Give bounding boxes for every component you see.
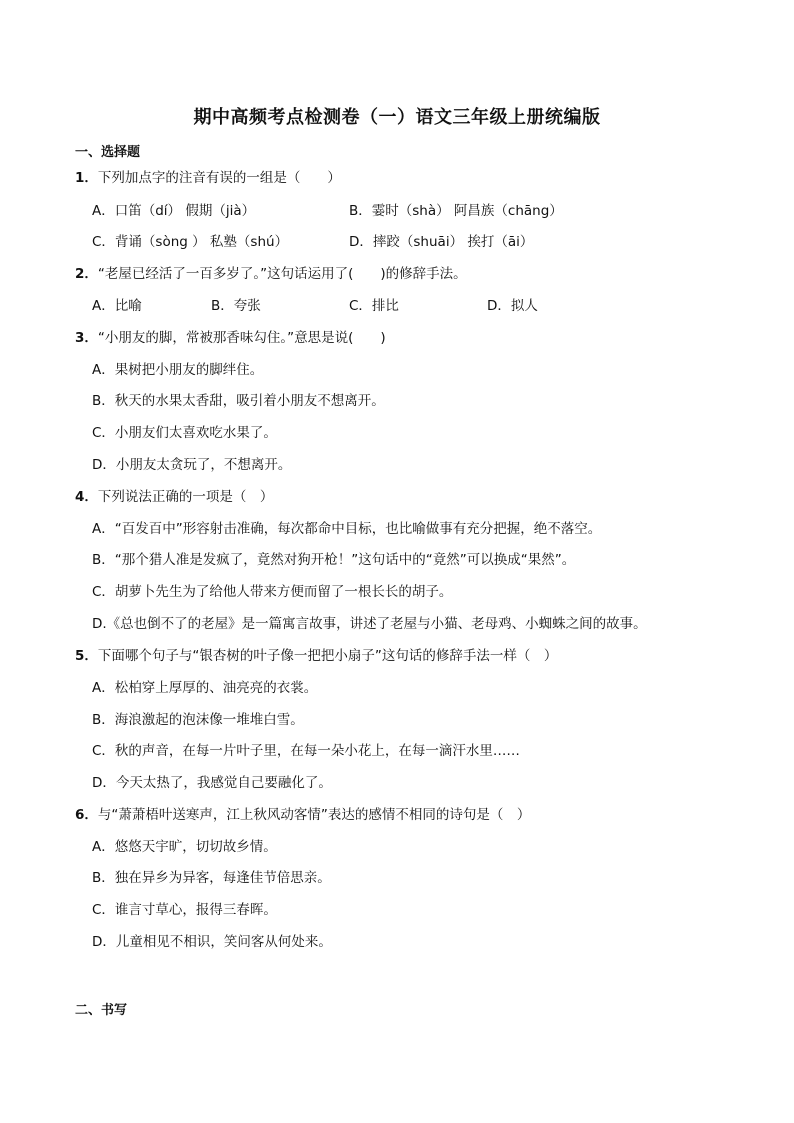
question-3-option-c: C．小朋友们太喜欢吃水果了。 — [92, 425, 277, 441]
question-number: 5． — [75, 648, 98, 664]
question-number: 6． — [75, 807, 98, 823]
question-text: “老屋已经活了一百多岁了。”这句话运用了( )的修辞手法。 — [97, 266, 467, 282]
question-4-option-a: A．“百发百中”形容射击准确，每次都命中目标，也比喻做事有充分把握，绝不落空。 — [92, 521, 602, 537]
question-text: 下列加点字的注音有误的一组是（ ） — [97, 170, 341, 186]
question-text: 下列说法正确的一项是（ ） — [97, 489, 274, 505]
section-heading-writing: 二、书写 — [75, 1003, 128, 1018]
question-1-option-b: B．霎时（shà） 阿昌族（chāng） — [349, 203, 563, 219]
question-2-option-d: D．拟人 — [487, 298, 538, 314]
question-2-option-a: A．比喻 — [92, 298, 142, 314]
document-title: 期中高频考点检测卷（一）语文三年级上册统编版 — [193, 107, 601, 128]
question-number: 1． — [75, 170, 98, 186]
question-6-option-b: B．独在异乡为异客，每逢佳节倍思亲。 — [92, 870, 331, 886]
question-5-stem — [75, 644, 557, 664]
question-number: 4． — [75, 489, 98, 505]
question-5-option-c: C．秋的声音，在每一片叶子里，在每一朵小花上，在每一滴汗水里…… — [92, 743, 520, 759]
question-6-option-d: D．儿童相见不相识，笑问客从何处来。 — [92, 934, 332, 950]
question-6-option-c: C．谁言寸草心，报得三春晖。 — [92, 902, 277, 918]
question-number: 2． — [75, 266, 98, 282]
question-3-stem — [75, 326, 386, 346]
question-3-option-b: B．秋天的水果太香甜，吸引着小朋友不想离开。 — [92, 393, 385, 409]
question-3-option-a: A．果树把小朋友的脚绊住。 — [92, 362, 264, 378]
question-5-option-d: D．今天太热了，我感觉自己要融化了。 — [92, 775, 332, 791]
question-4-option-d: D.《总也倒不了的老屋》是一篇寓言故事，讲述了老屋与小猫、老母鸡、小蜘蛛之间的故事。 — [92, 616, 647, 632]
question-text: 与“萧萧梧叶送寒声，江上秋风动客情”表达的感情不相同的诗句是（ ） — [97, 807, 531, 823]
question-1-option-c: C．背诵（sòng ） 私塾（shú） — [92, 234, 289, 250]
question-3-option-d: D．小朋友太贪玩了，不想离开。 — [92, 457, 292, 473]
question-4-option-b: B．“那个猎人准是发疯了，竟然对狗开枪！”这句话中的“竟然”可以换成“果然”。 — [92, 552, 576, 568]
question-2-option-b: B．夸张 — [211, 298, 261, 314]
question-1-option-a: A．口笛（dí） 假期（jià） — [92, 203, 256, 219]
section-heading-choice: 一、选择题 — [75, 145, 141, 160]
question-number: 3． — [75, 330, 98, 346]
question-6-stem — [75, 803, 530, 823]
question-text: 下面哪个句子与“银杏树的叶子像一把把小扇子”这句话的修辞手法一样（ ） — [97, 648, 558, 664]
question-1-stem — [75, 166, 341, 186]
question-1-option-d: D．摔跤（shuāi） 挨打（āi） — [349, 234, 534, 250]
question-text: “小朋友的脚，常被那香味勾住。”意思是说( ) — [97, 330, 386, 346]
question-6-option-a: A．悠悠天宇旷，切切故乡情。 — [92, 839, 277, 855]
question-5-option-a: A．松柏穿上厚厚的、油亮亮的衣裳。 — [92, 680, 318, 696]
question-2-option-c: C．排比 — [349, 298, 399, 314]
question-2-stem — [75, 262, 467, 282]
question-5-option-b: B．海浪激起的泡沫像一堆堆白雪。 — [92, 712, 304, 728]
question-4-option-c: C．胡萝卜先生为了给他人带来方便而留了一根长长的胡子。 — [92, 584, 453, 600]
question-4-stem — [75, 485, 273, 505]
